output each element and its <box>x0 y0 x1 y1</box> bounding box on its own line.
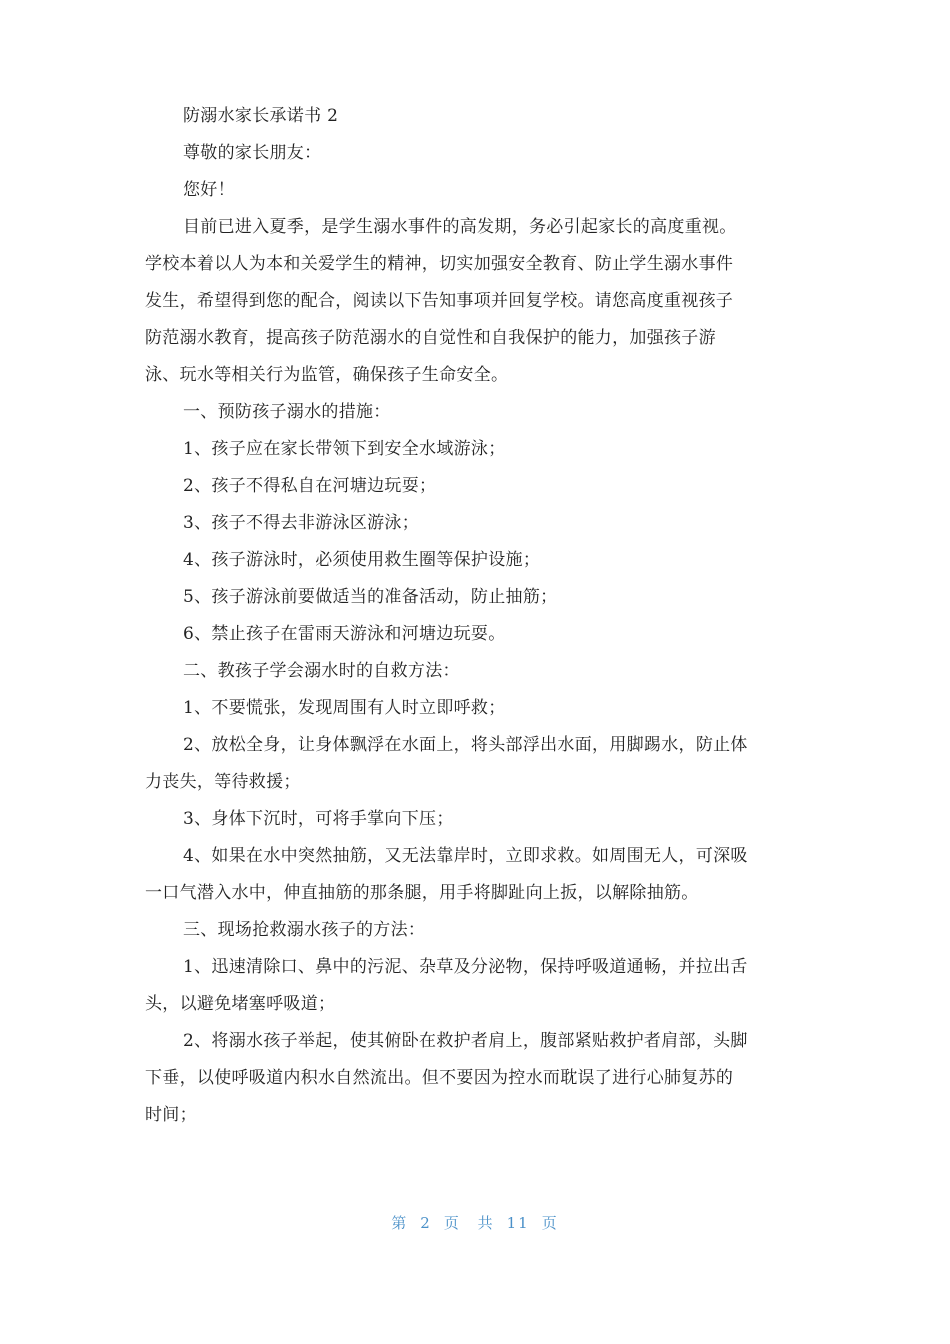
list-item: 6、禁止孩子在雷雨天游泳和河塘边玩耍。 <box>183 624 506 644</box>
list-item-continuation: 下垂，以使呼吸道内积水自然流出。但不要因为控水而耽误了进行心肺复苏的 <box>145 1068 734 1088</box>
current-page-number: 2 <box>420 1214 432 1232</box>
list-item: 2、将溺水孩子举起，使其俯卧在救护者肩上，腹部紧贴救护者肩部，头脚 <box>183 1031 748 1051</box>
list-item-continuation: 一口气潜入水中，伸直抽筋的那条腿，用手将脚趾向上扳，以解除抽筋。 <box>145 883 699 903</box>
list-item: 2、放松全身，让身体飘浮在水面上，将头部浮出水面，用脚踢水，防止体 <box>183 735 748 755</box>
intro-line: 发生，希望得到您的配合，阅读以下告知事项并回复学校。请您高度重视孩子 <box>145 291 734 311</box>
section-heading: 一、预防孩子溺水的措施： <box>183 402 391 422</box>
list-item: 4、如果在水中突然抽筋，又无法靠岸时，立即求救。如周围无人，可深吸 <box>183 846 748 866</box>
list-item: 1、迅速清除口、鼻中的污泥、杂草及分泌物，保持呼吸道通畅，并拉出舌 <box>183 957 748 977</box>
list-item: 1、不要慌张，发现周围有人时立即呼救； <box>183 698 506 718</box>
list-item: 1、孩子应在家长带领下到安全水域游泳； <box>183 439 506 459</box>
list-item-continuation: 头，以避免堵塞呼吸道； <box>145 994 336 1014</box>
list-item: 3、孩子不得去非游泳区游泳； <box>183 513 420 533</box>
intro-line: 泳、玩水等相关行为监管，确保孩子生命安全。 <box>145 365 509 385</box>
intro-line: 学校本着以人为本和关爱学生的精神，切实加强安全教育、防止学生溺水事件 <box>145 254 734 274</box>
list-item: 5、孩子游泳前要做适当的准备活动，防止抽筋； <box>183 587 558 607</box>
section-heading: 三、现场抢救溺水孩子的方法： <box>183 920 426 940</box>
list-item-continuation: 时间； <box>145 1105 197 1125</box>
document-title: 防溺水家长承诺书 2 <box>183 106 339 126</box>
section-heading: 二、教孩子学会溺水时的自救方法： <box>183 661 460 681</box>
intro-line: 防范溺水教育，提高孩子防范溺水的自觉性和自我保护的能力，加强孩子游 <box>145 328 716 348</box>
list-item: 2、孩子不得私自在河塘边玩耍； <box>183 476 437 496</box>
footer-suffix: 页 <box>541 1214 559 1232</box>
footer-prefix: 第 <box>391 1214 409 1232</box>
list-item: 3、身体下沉时，可将手掌向下压； <box>183 809 454 829</box>
document-body <box>145 98 810 1134</box>
greeting: 您好！ <box>183 180 235 200</box>
page-footer <box>0 1212 950 1233</box>
intro-line: 目前已进入夏季，是学生溺水事件的高发期，务必引起家长的高度重视。 <box>183 217 737 237</box>
total-pages-number: 11 <box>506 1214 530 1232</box>
salutation: 尊敬的家长朋友： <box>183 143 322 163</box>
list-item: 4、孩子游泳时，必须使用救生圈等保护设施； <box>183 550 541 570</box>
footer-middle: 页 共 <box>443 1214 495 1232</box>
list-item-continuation: 力丧失，等待救援； <box>145 772 301 792</box>
